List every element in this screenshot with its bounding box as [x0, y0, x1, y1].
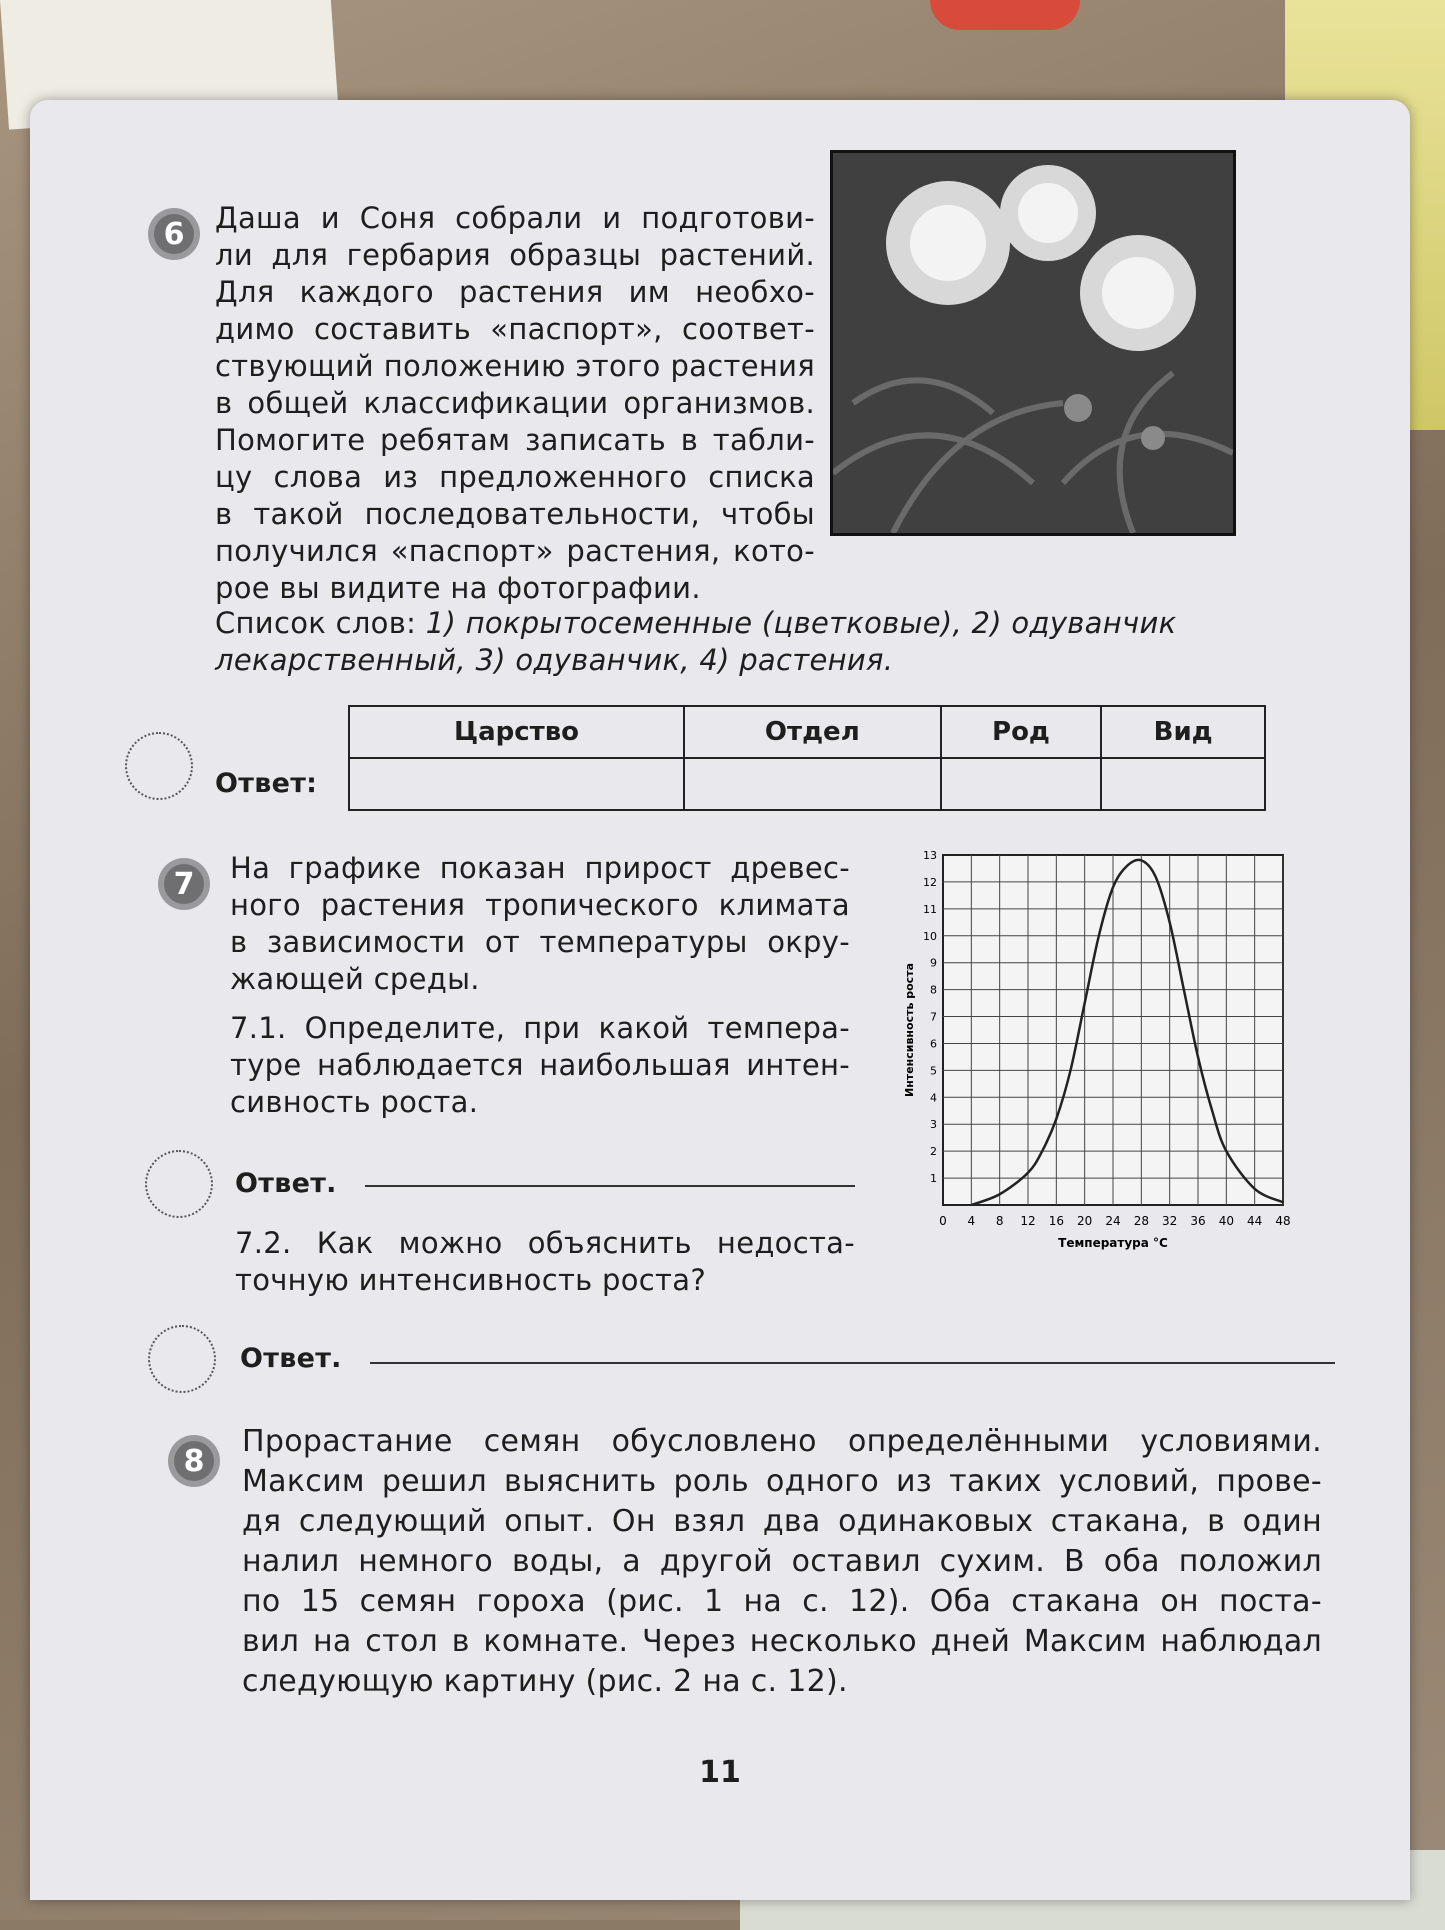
- chart-x-tick: 40: [1218, 1214, 1234, 1228]
- chart-y-tick: 1: [930, 1172, 937, 1186]
- text-line: На графике показан прирост древес-: [230, 851, 850, 885]
- answer-cell-species[interactable]: [1101, 758, 1265, 810]
- chart-x-tick: 0: [939, 1214, 947, 1228]
- chart-x-tick: 8: [995, 1214, 1004, 1228]
- chart-x-label: Температура °С: [1058, 1236, 1168, 1250]
- chart-x-tick: 48: [1275, 1214, 1291, 1228]
- task8-text: [242, 1422, 1322, 1702]
- table-header-cell: Царство: [349, 706, 684, 758]
- chart-x-tick: 44: [1247, 1214, 1263, 1228]
- text-line: цу слова из предложенного списка: [215, 460, 815, 494]
- text-line: получился «паспорт» растения, кото-: [215, 534, 815, 568]
- chart-y-tick: 12: [923, 875, 937, 889]
- text-line: димо составить «паспорт», соответ-: [215, 312, 815, 346]
- answer-cell-kingdom[interactable]: [349, 758, 684, 810]
- workbook-page: [30, 100, 1410, 1900]
- chart-y-tick: 2: [930, 1145, 937, 1159]
- text-line: налил немного воды, а другой оставил сухим. В оба положил: [242, 1544, 1322, 1579]
- chart-y-tick: 9: [930, 956, 937, 970]
- text-line: Максим решил выяснить роль одного из таких условий, прове-: [242, 1464, 1322, 1499]
- chart-x-tick: 32: [1162, 1214, 1178, 1228]
- chart-x-tick: 4: [967, 1214, 976, 1228]
- text-line: ного растения тропического климата: [230, 888, 850, 922]
- task-number-badge: [148, 208, 200, 260]
- task-number: 6: [154, 214, 194, 254]
- text-line: жающей среды.: [230, 962, 480, 996]
- text-line: в общей классификации организмов.: [215, 386, 815, 420]
- text-line: сивность роста.: [230, 1085, 479, 1119]
- text-line: туре наблюдается наибольшая интен-: [230, 1048, 850, 1082]
- text-line: Помогите ребятам записать в табли-: [215, 423, 815, 457]
- text-line: Для каждого растения им необхо-: [215, 275, 815, 309]
- task-number: 8: [174, 1441, 214, 1481]
- chart-x-tick: 20: [1077, 1214, 1093, 1228]
- task7-text: [230, 850, 850, 998]
- question-7-1: [230, 1010, 850, 1121]
- word-list: [215, 605, 1315, 679]
- task-number-badge: [158, 858, 210, 910]
- chart-y-tick: 10: [923, 929, 937, 943]
- table-header-cell: Род: [941, 706, 1102, 758]
- word-list-label: Список слов:: [215, 606, 417, 640]
- table-header-row: [349, 706, 1265, 758]
- chart-y-tick: 4: [930, 1091, 937, 1105]
- chart-y-tick: 3: [930, 1118, 937, 1132]
- chart-x-ticks: [939, 1214, 1290, 1228]
- chart-x-tick: 16: [1048, 1214, 1064, 1228]
- text-line: 7.1. Определите, при какой темпера-: [230, 1011, 850, 1045]
- chart-grid: [943, 855, 1283, 1205]
- table-answer-row: [349, 758, 1265, 810]
- text-line: точную интенсивность роста?: [235, 1263, 707, 1297]
- chart-y-ticks: [923, 849, 937, 1185]
- text-line: в такой последовательности, чтобы: [215, 497, 815, 531]
- task6-text: [215, 200, 815, 607]
- question-7-2: [235, 1225, 855, 1299]
- answer-line-7-1[interactable]: [365, 1185, 855, 1187]
- text-line: следующую картину (рис. 2 на с. 12).: [242, 1664, 848, 1699]
- text-line: ствующий положению этого растения: [215, 349, 815, 383]
- text-line: Даша и Соня собрали и подготови-: [215, 201, 815, 235]
- word-list-line2: лекарственный, 3) одуванчик, 4) растения.: [215, 643, 894, 677]
- text-line: вил на стол в комнате. Через несколько дней Максим наблюдал: [242, 1624, 1322, 1659]
- text-line: дя следующий опыт. Он взял два одинаковых стакана, в один: [242, 1504, 1322, 1539]
- text-line: по 15 семян гороха (рис. 1 на с. 12). Оба стакана он поста-: [242, 1584, 1322, 1619]
- background-red-object: [930, 0, 1080, 30]
- chart-y-tick: 8: [930, 983, 937, 997]
- chart-x-tick: 24: [1105, 1214, 1121, 1228]
- answer-label: Ответ.: [240, 1343, 342, 1374]
- answer-line-7-2[interactable]: [370, 1362, 1335, 1364]
- chart-x-tick: 12: [1020, 1214, 1036, 1228]
- page-number: 11: [699, 1755, 741, 1790]
- task-number-badge: [168, 1435, 220, 1487]
- text-line: рое вы видите на фотографии.: [215, 571, 701, 605]
- task-number: 7: [164, 864, 204, 904]
- answer-label: Ответ.: [235, 1168, 337, 1199]
- passport-table: [348, 705, 1266, 811]
- word-list-line1: 1) покрытосеменные (цветковые), 2) одуванчик: [425, 606, 1177, 640]
- chart-y-tick: 5: [930, 1064, 937, 1078]
- text-line: Прорастание семян обусловлено определёнными условиями.: [242, 1424, 1322, 1459]
- text-line: в зависимости от температуры окру-: [230, 925, 850, 959]
- text-line: ли для гербария образцы растений.: [215, 238, 815, 272]
- table-header-cell: Отдел: [684, 706, 941, 758]
- chart-y-tick: 11: [923, 902, 937, 916]
- growth-chart: [888, 845, 1328, 1255]
- text-line: 7.2. Как можно объяснить недоста-: [235, 1226, 855, 1260]
- answer-cell-genus[interactable]: [941, 758, 1102, 810]
- score-circle: [125, 732, 193, 800]
- chart-y-tick: 7: [930, 1010, 937, 1024]
- chart-y-tick: 13: [923, 849, 937, 862]
- dandelion-photo: [830, 150, 1236, 536]
- chart-x-tick: 28: [1133, 1214, 1149, 1228]
- answer-cell-division[interactable]: [684, 758, 941, 810]
- table-header-cell: Вид: [1101, 706, 1265, 758]
- dandelion-image: [833, 153, 1233, 533]
- score-circle: [145, 1150, 213, 1218]
- chart-y-tick: 6: [930, 1037, 937, 1051]
- chart-x-tick: 36: [1190, 1214, 1206, 1228]
- score-circle: [148, 1325, 216, 1393]
- chart-y-label: Интенсивность роста: [903, 962, 916, 1098]
- answer-label: Ответ:: [215, 768, 318, 799]
